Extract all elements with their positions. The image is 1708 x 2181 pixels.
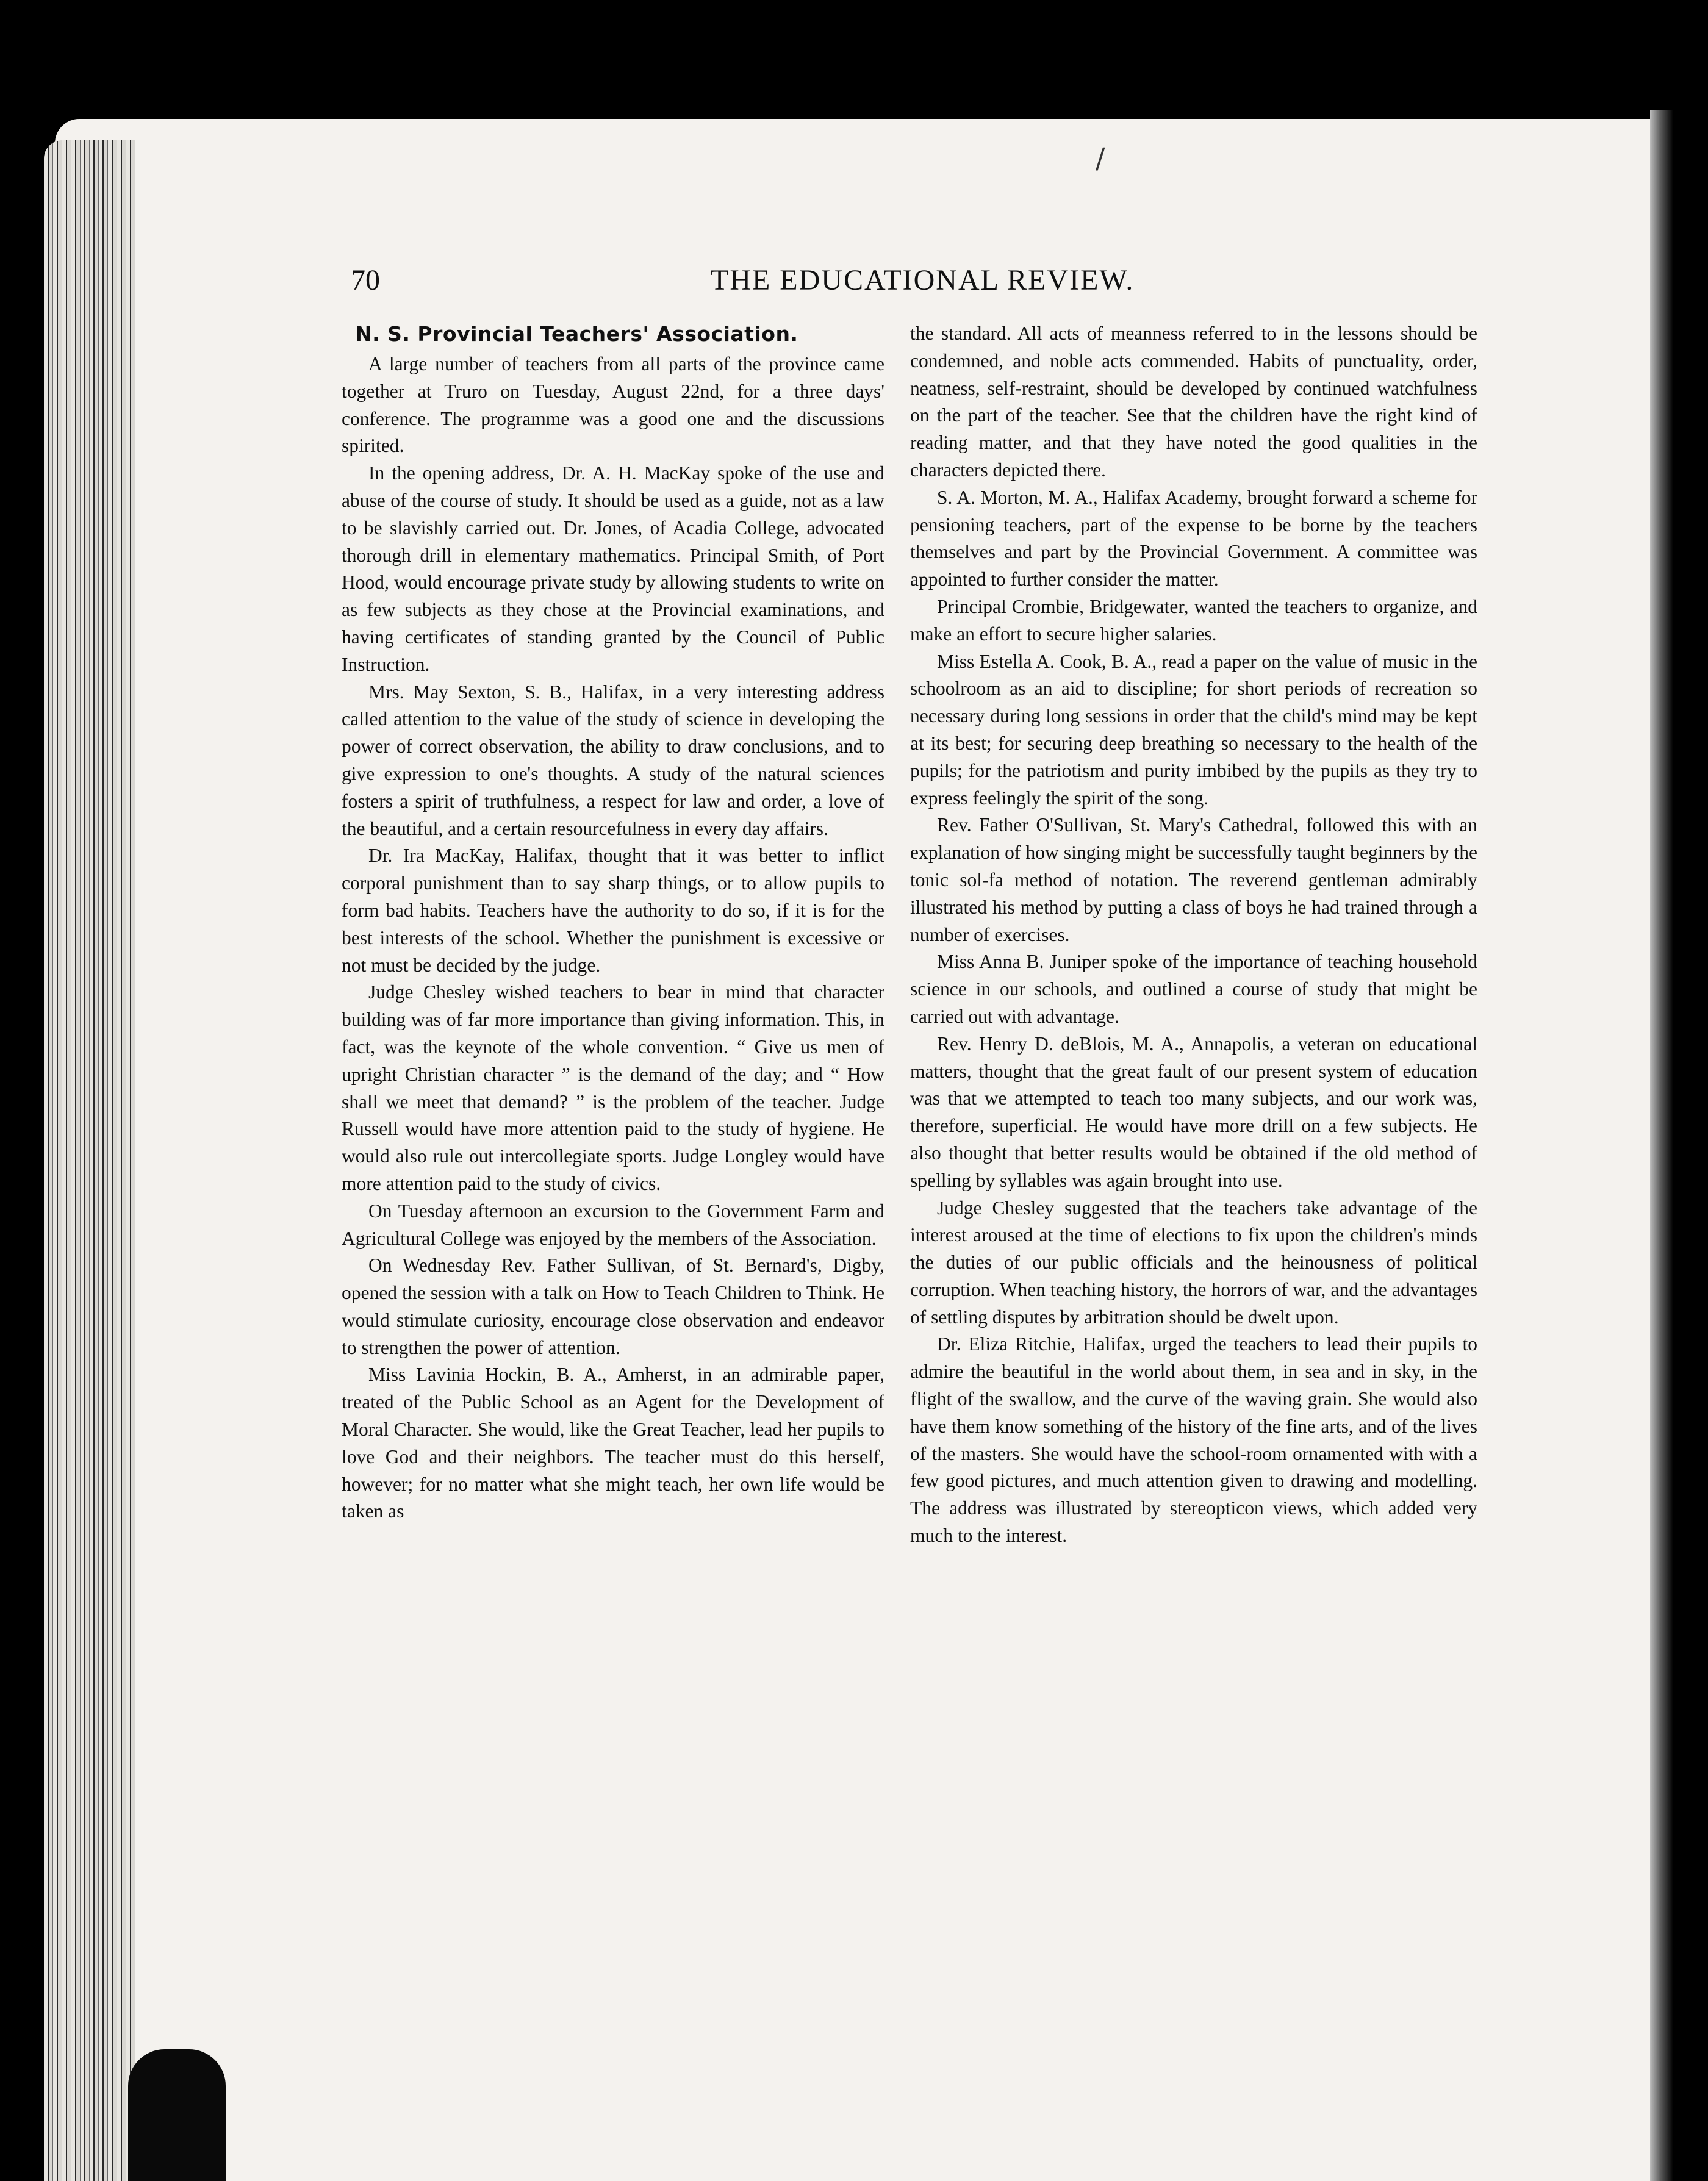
corner-shadow	[128, 2049, 226, 2181]
paragraph: Judge Chesley wished teachers to bear in mind that character building was of far more importance than giving information. This, in fact, was the keynote of the whole convention. “ Give us men of upright Christian character ” is the demand of the day; and “ How shall we meet that demand? ” is the problem of the teacher. Judge Russell would have more attention paid to the study of hygiene. He would also rule out intercollegiate sports. Judge Longley would have more attention paid to the study of civics.	[342, 981, 884, 1194]
paragraph: Miss Estella A. Cook, B. A., read a paper on the value of music in the schoolroom as an aid to discipline; for short periods of recreation so necessary during long sessions in order that the child's mind may be kept at its best; for securing deep breathing so necessary to the health of the pupils; for the patriotism and purity imbibed by the pupils as they try to express feelingly the spirit of the song.	[910, 650, 1477, 809]
paragraph: Miss Anna B. Juniper spoke of the importance of teaching household science in our schools, and outlined a course of study that might be carried out with advantage.	[910, 951, 1477, 1027]
left-column	[342, 320, 884, 1525]
pencil-mark: /	[1096, 141, 1105, 174]
paragraph: Rev. Father O'Sullivan, St. Mary's Cathedral, followed this with an explanation of how singing might be successfully taught beginners by the tonic sol-fa method of notation. The reverend gentleman admirably illustrated his method by putting a class of boys he had trained through a number of exercises.	[910, 814, 1477, 945]
paragraph: On Wednesday Rev. Father Sullivan, of St. Bernard's, Digby, opened the session with a talk on How to Teach Children to Think. He would stimulate curiosity, encourage close observation and endeavor to strengthen the power of attention.	[342, 1255, 884, 1358]
running-title: THE EDUCATIONAL REVIEW.	[711, 264, 1135, 296]
paragraph: Dr. Eliza Ritchie, Halifax, urged the teachers to lead their pupils to admire the beautiful in the world about them, in sea and in sky, in the flight of the swallow, and the curve of the waving grain. She would also have them know something of the history of the fine arts, and of the lives of the masters. She would have the school-room ornamented with with a few good pictures, and much attention given to drawing and modelling. The address was illustrated by stereopticon views, which added very much to the interest.	[910, 1333, 1477, 1547]
running-header	[351, 263, 1482, 306]
paragraph: Judge Chesley suggested that the teachers take advantage of the interest aroused at the time of elections to fix upon the children's minds the duties of our public officials and the heinousness of political corruption. When teaching history, the horrors of war, and the advantages of settling disputes by arbitration should be dwelt upon.	[910, 1197, 1477, 1328]
paragraph: Miss Lavinia Hockin, B. A., Amherst, in an admirable paper, treated of the Public School as an Agent for the Development of Moral Character. She would, like the Great Teacher, lead her pupils to love God and their neighbors. The teacher must do this herself, however; for no matter what she might teach, her own life would be taken as	[342, 1364, 884, 1522]
paragraph: Dr. Ira MacKay, Halifax, thought that it was better to inflict corporal punishment than to say sharp things, or to allow pupils to form bad habits. Teachers have the authority to do so, if it is for the best interests of the school. Whether the punishment is excessive or not must be decided by the judge.	[342, 845, 884, 976]
article-heading: N. S. Provincial Teachers' Association.	[355, 322, 798, 346]
paragraph: In the opening address, Dr. A. H. MacKay spoke of the use and abuse of the course of study. It should be used as a guide, not as a law to be slavishly carried out. Dr. Jones, of Acadia College, advocated thorough drill in elementary mathematics. Principal Smith, of Port Hood, would encourage private study by allowing students to write on as few subjects as they chose at the Provincial examinations, and having certificates of standing granted by the Council of Public Instruction.	[342, 462, 884, 675]
right-gutter-shadow	[1650, 110, 1708, 2181]
right-column	[910, 320, 1477, 1550]
paragraph: On Tuesday afternoon an excursion to the Government Farm and Agricultural College was enjoyed by the members of the Association.	[342, 1200, 884, 1249]
paragraph: the standard. All acts of meanness referred to in the lessons should be condemned, and noble acts commended. Habits of punctuality, order, neatness, self-restraint, should be developed by continued watchfulness on the part of the teacher. See that the children have the right kind of reading matter, and that they have noted the good qualities in the characters depicted there.	[910, 323, 1477, 481]
paragraph: Rev. Henry D. deBlois, M. A., Annapolis, a veteran on educational matters, thought that the great fault of our present system of education was that we attempted to teach too many subjects, and our work was, therefore, superficial. He would have more drill on a few subjects. He also thought that better results would be obtained if the old method of spelling by syllables was again brought into use.	[910, 1033, 1477, 1191]
paragraph: Mrs. May Sexton, S. B., Halifax, in a very interesting address called attention to the value of the study of science in developing the power of correct observation, the ability to draw conclusions, and to give expression to one's thoughts. A study of the natural sciences fosters a spirit of truthfulness, a respect for law and order, a love of the beautiful, and a certain resourcefulness in every day affairs.	[342, 681, 884, 839]
page-edge-strip	[44, 140, 135, 2181]
page-number: 70	[351, 264, 380, 296]
paragraph: S. A. Morton, M. A., Halifax Academy, brought forward a scheme for pensioning teachers, part of the expense to be borne by the teachers themselves and part by the Provincial Government. A committee was appointed to further consider the matter.	[910, 486, 1477, 590]
paragraph: Principal Crombie, Bridgewater, wanted the teachers to organize, and make an effort to secure higher salaries.	[910, 595, 1477, 645]
paragraph: A large number of teachers from all parts of the province came together at Truro on Tuesday, August 22nd, for a three days' conference. The programme was a good one and the discussions spirited.	[342, 353, 884, 457]
